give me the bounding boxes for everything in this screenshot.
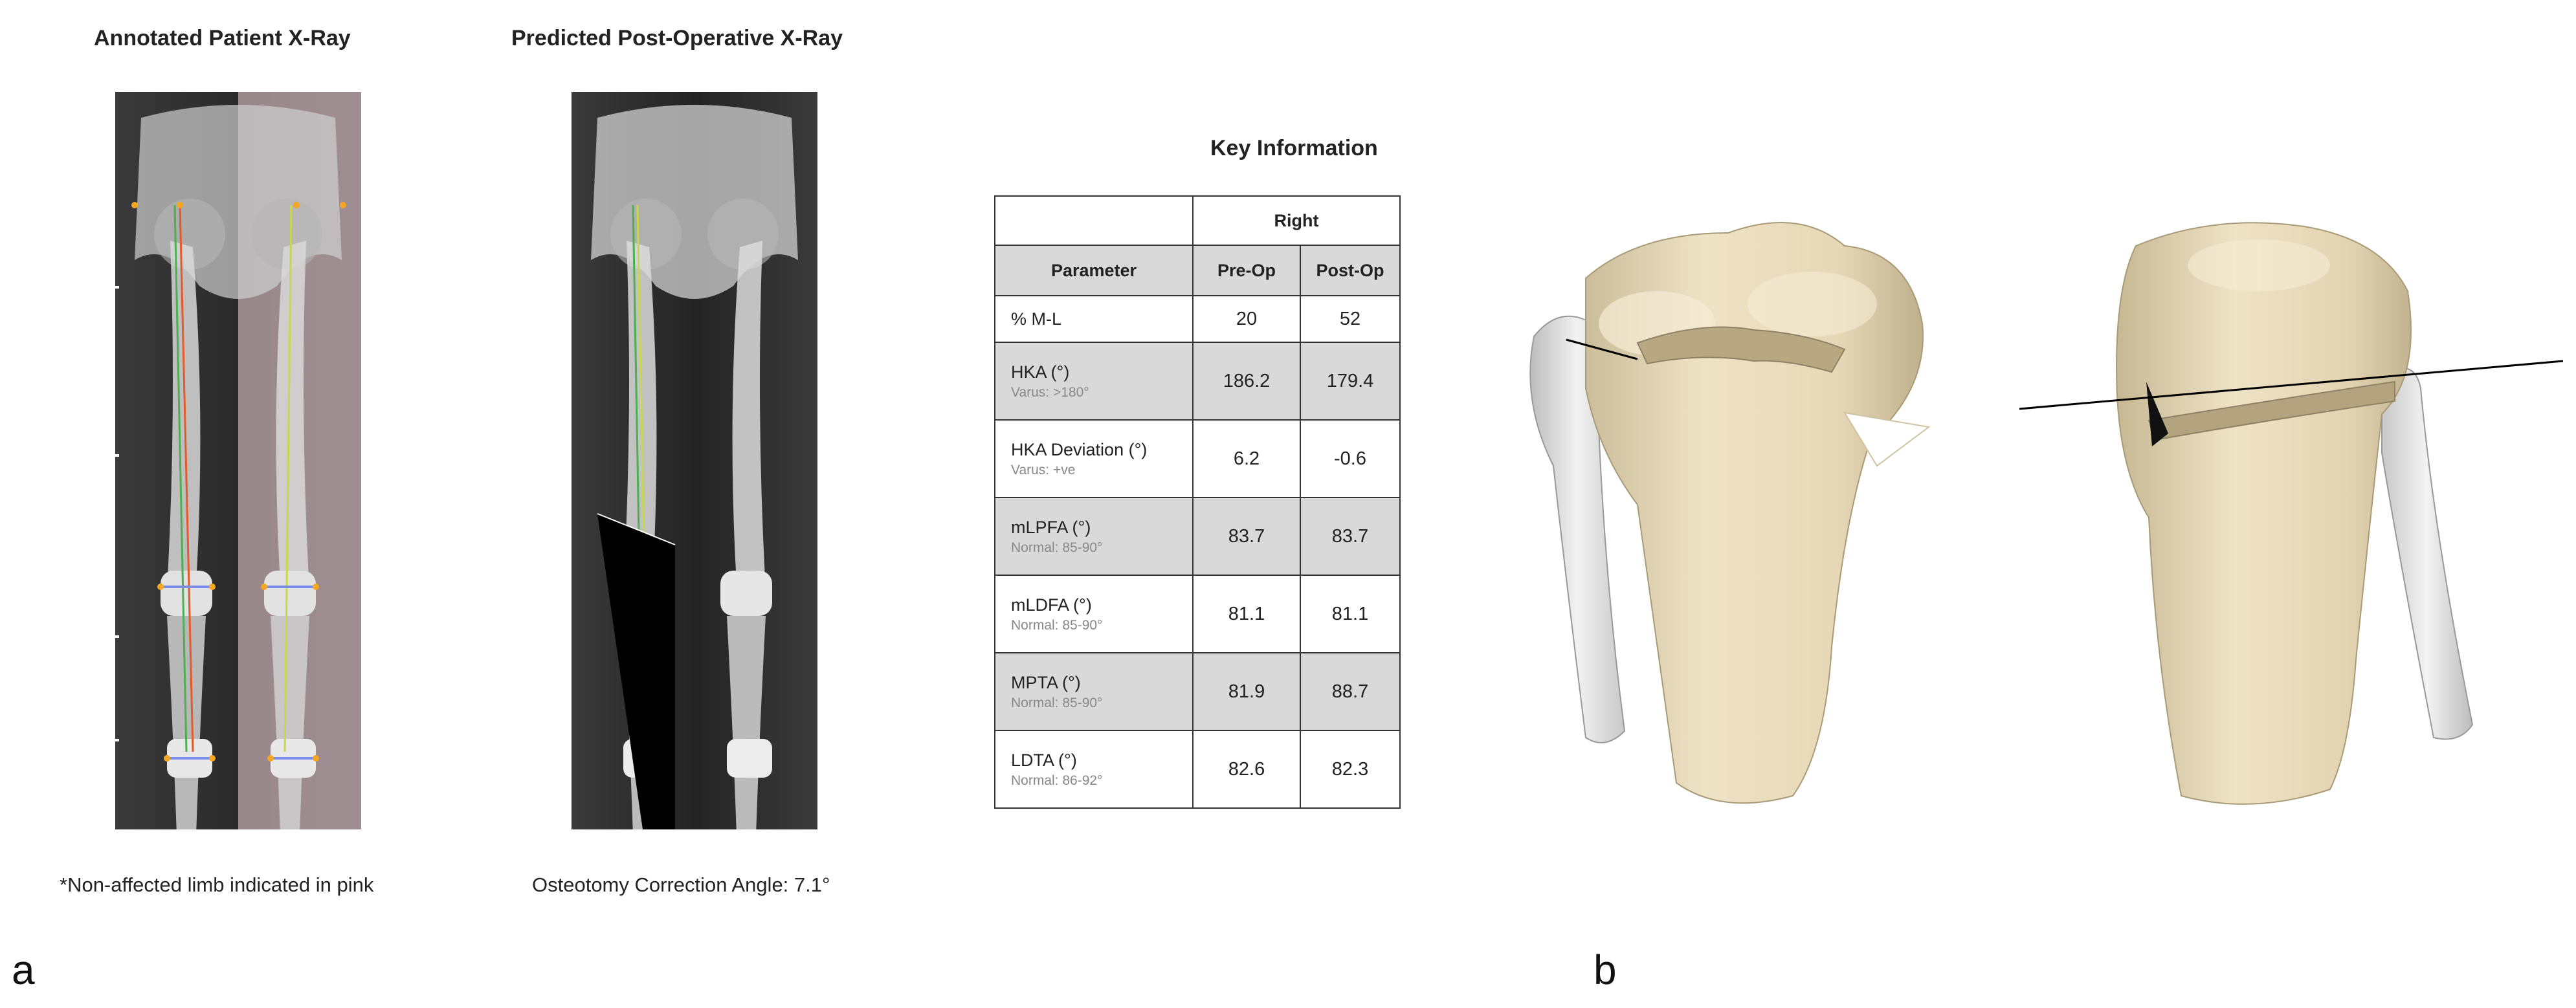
col-header-post-op: Post-Op: [1300, 245, 1400, 296]
param-cell: [995, 342, 1193, 420]
annotated-patient-xray: [115, 92, 361, 829]
param-cell: [995, 575, 1193, 653]
param-note: Normal: 85-90°: [1011, 540, 1103, 555]
param-cell: [995, 653, 1193, 730]
param-name: HKA (°): [1011, 362, 1070, 382]
post-op-value: -0.6: [1300, 420, 1400, 498]
param-cell: [995, 498, 1193, 575]
table-header-side-row: [995, 196, 1400, 245]
pre-op-value: 82.6: [1193, 730, 1300, 808]
table-corner-cell: [995, 196, 1193, 245]
param-name: mLDFA (°): [1011, 595, 1092, 615]
pre-op-value: 83.7: [1193, 498, 1300, 575]
param-name: LDTA (°): [1011, 750, 1077, 770]
panel-letter-b: b: [1593, 947, 1617, 993]
table-row: [995, 498, 1400, 575]
tibia-model-front-view: [1508, 194, 2026, 828]
param-cell: [995, 730, 1193, 808]
panel-letter-a: a: [12, 947, 35, 993]
param-cell: [995, 420, 1193, 498]
table-row: [995, 296, 1400, 342]
param-note: Varus: +ve: [1011, 462, 1076, 477]
post-op-value: 179.4: [1300, 342, 1400, 420]
table-row: [995, 730, 1400, 808]
table-row: [995, 653, 1400, 730]
table-row: [995, 575, 1400, 653]
pre-op-value: 6.2: [1193, 420, 1300, 498]
post-op-value: 88.7: [1300, 653, 1400, 730]
param-note: Varus: >180°: [1011, 384, 1089, 400]
pre-op-value: 81.1: [1193, 575, 1300, 653]
table-row: [995, 342, 1400, 420]
param-note: Normal: 86-92°: [1011, 772, 1103, 788]
param-note: Normal: 85-90°: [1011, 695, 1103, 710]
table-side-header: Right: [1193, 196, 1400, 245]
post-op-value: 83.7: [1300, 498, 1400, 575]
col-header-pre-op: Pre-Op: [1193, 245, 1300, 296]
table-column-header-row: [995, 245, 1400, 296]
param-name: MPTA (°): [1011, 672, 1081, 692]
left-xray-caption: *Non-affected limb indicated in pink: [60, 873, 374, 896]
param-cell: [995, 296, 1193, 342]
param-name: % M-L: [1011, 309, 1062, 329]
pre-op-value: 20: [1193, 296, 1300, 342]
predicted-postop-xray: [572, 92, 817, 829]
key-information-table: [994, 195, 1401, 809]
col-header-parameter: Parameter: [995, 245, 1193, 296]
left-xray-title: Annotated Patient X-Ray: [94, 26, 351, 50]
right-xray-caption: Osteotomy Correction Angle: 7.1°: [532, 873, 830, 896]
right-xray-title: Predicted Post-Operative X-Ray: [511, 26, 843, 50]
param-note: Normal: 85-90°: [1011, 617, 1103, 633]
post-op-value: 52: [1300, 296, 1400, 342]
param-name: HKA Deviation (°): [1011, 439, 1148, 459]
tibia-model-side-view: [2019, 207, 2563, 828]
key-information-title: Key Information: [1210, 136, 1378, 160]
post-op-value: 81.1: [1300, 575, 1400, 653]
param-name: mLPFA (°): [1011, 517, 1091, 537]
post-op-value: 82.3: [1300, 730, 1400, 808]
pre-op-value: 81.9: [1193, 653, 1300, 730]
table-row: [995, 420, 1400, 498]
pre-op-value: 186.2: [1193, 342, 1300, 420]
